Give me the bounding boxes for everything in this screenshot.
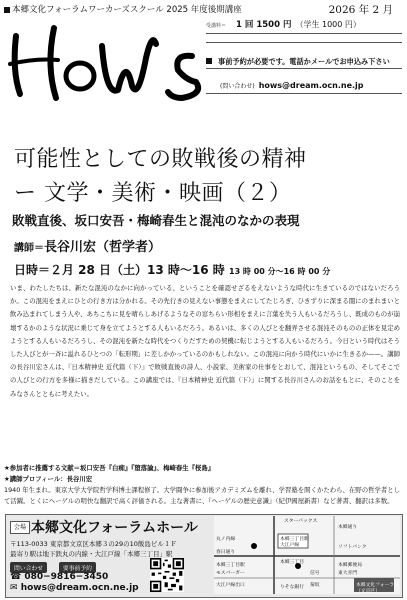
address-line2: 最寄り駅は地下鉄丸の内線・大江戸線「本郷三丁目」駅 — [10, 549, 173, 558]
map-label-resona: りそな銀行 — [280, 585, 304, 590]
inquiry-label: (問い合わせ) — [220, 82, 255, 90]
mail-icon: ✉ — [10, 583, 21, 593]
lecture-subtitle: 敗戦直後、坂口安吾・梅崎春生と混沌のなかの表現 — [12, 213, 300, 228]
map-label-oedo: 大江戸線 — [280, 543, 300, 548]
bullet-square-icon — [206, 58, 212, 64]
fee-row — [206, 20, 402, 31]
inquiry-row — [206, 81, 402, 91]
divider — [206, 33, 402, 34]
fee-label: 受講料＝ — [206, 23, 227, 29]
map-label-kikuzaka: 菊坂 — [310, 583, 320, 588]
datetime-main: 日時＝２月 28 日（土）13 時〜16 時 — [14, 263, 225, 277]
school-name: 本郷文化フォーラムワーカーズスクール 2025 年度後期講座 — [12, 5, 242, 15]
lecture-description: いま、わたしたちは、新たな混沌のなかに向かっている、ということを確認せざるをえないような時代に生きているのではないだろうか。この混沌をまえにひとの行き方は分かれる。その先行きの見えない事態をまえにしてたじろぎ、ひきずりに深まる闇にのまれまいと飲み込まれてしまう人や、あちこちに見を晴らしあげるようなその窓ちらい形相をまえに言葉を失う人もいるだろうし、既成のものが崩壊するかのような状況に乗じて身を立てようとする人もいるだろう。あるいは、多くの人びとを翻弄させる混沌そのものの正体を見定めようとする人もいるだろうし、その混沌を新たな時代をつくりだすための契機に転じようとする人もいるだろう。今日という時代はそうした人びとが一斉に溢れるひとつの「転形期」に差しかかっているのかもしれない。この混沌に向かう時代にいかに生きるか——。講師の長谷川宏さんは、『日本精神史 近代篇（下）』で敗戦直後の詩人、小説家、美術家の仕事をとおして、混沌というもの、そしてそこでの人びとの行方を多様に描きだしている。この講座では、『日本精神史 近代篇（下）』に関する長谷川さんのお話をもとに、そのことをみなさんとともに考えたい。 — [10, 284, 400, 398]
map-label-mos: モスバーガー — [216, 571, 245, 576]
map-label-exit: 大江戸線出口 — [216, 583, 245, 588]
divider — [206, 93, 402, 94]
references — [4, 463, 402, 507]
qr-code-icon[interactable] — [150, 558, 184, 592]
map-label-venue: 本郷文化フォーラム — [356, 583, 399, 588]
reserve-label: 要事前予約 — [59, 562, 96, 573]
contact-email[interactable] — [10, 583, 139, 593]
map-label-hongo-dori: 本郷通り — [338, 525, 358, 530]
phone-icon: ☎ — [10, 572, 25, 582]
phone-number: 080−9816−3450 — [24, 572, 109, 582]
fee-student: （学生 1000 円） — [295, 20, 361, 29]
issue-date: 2026 年 2 月 — [328, 4, 393, 16]
notice-row — [206, 57, 402, 66]
datetime-line — [14, 261, 330, 278]
map-label-starbucks: スターバックス — [284, 519, 318, 524]
map-label-intersection: 本郷三丁目 — [280, 560, 304, 565]
map-label-station: 本郷三丁目駅 — [280, 537, 309, 542]
venue-name: 本郷文化フォーラムホール — [31, 520, 198, 536]
map-label-akamon: 東大赤門 — [338, 571, 358, 576]
profile-heading: ★講師プロフィール：長谷川宏 — [4, 475, 93, 483]
map-label-kasuga: 春日通り — [216, 550, 236, 555]
hows-logo — [6, 16, 216, 106]
map-label-station2: 本郷三丁目駅 — [216, 563, 245, 568]
divider — [206, 42, 402, 43]
lecturer-name: 長谷川宏（哲学者） — [44, 240, 162, 255]
info-panel — [206, 20, 402, 102]
lecturer-profile: 1940 年生まれ。東京大学大学院哲学科博士課程修了。大学闘争に参加後アカデミズムを離れ、学習塾を開くかたわら、在野の哲学者として活躍。とくにヘーゲルの明快な翻訳で高く評価される。主な著書に、『ヘーゲルの歴史意識』（紀伊國屋新書）など著書、翻訳は多数。 — [4, 486, 401, 505]
map-label-marunouchi: 丸ノ内線 — [216, 537, 236, 542]
map-label-signal: 信号 — [310, 571, 320, 576]
contact-phone[interactable] — [10, 572, 108, 582]
school-name-line — [4, 3, 242, 15]
page-title-line2: ー 文学・美術・映画（２） — [14, 181, 292, 206]
contact-label: 問い合わせ — [10, 562, 47, 573]
fee-main: 1 回 1500 円 — [236, 20, 292, 30]
lecturer-line — [14, 236, 161, 255]
recommended-reading: ★参加者に推薦する文献＝坂口安吾『白痴』『堕落論』、梅崎春生『桜島』 — [4, 464, 215, 472]
divider — [206, 68, 402, 69]
address-line1: 〒113-0033 東京都文京区本郷３の29の10飯島ビル１Ｆ — [10, 540, 177, 548]
reservation-notice: 事前予約が必要です。電話かメールでお申込み下さい — [218, 56, 390, 66]
map-label-post: 本郷郵便局 — [338, 563, 362, 568]
access-map — [214, 516, 400, 594]
venue-label: 会場 — [10, 521, 30, 534]
venue-address — [10, 540, 177, 559]
datetime-note: 13 時 00 分〜16 時 00 分 — [229, 267, 331, 276]
inquiry-email[interactable]: hows@dream.ocn.ne.jp — [258, 80, 364, 90]
bullet-square-icon — [4, 7, 10, 13]
map-label-softbank: ソフトバンク — [338, 545, 367, 550]
map-label-bunkyo: （文京区） — [356, 589, 380, 594]
email-address: hows@dream.ocn.ne.jp — [20, 583, 139, 593]
lecturer-prefix: 講師＝ — [14, 243, 44, 254]
page-title: 可能性としての敗戦後の精神 — [14, 147, 307, 172]
